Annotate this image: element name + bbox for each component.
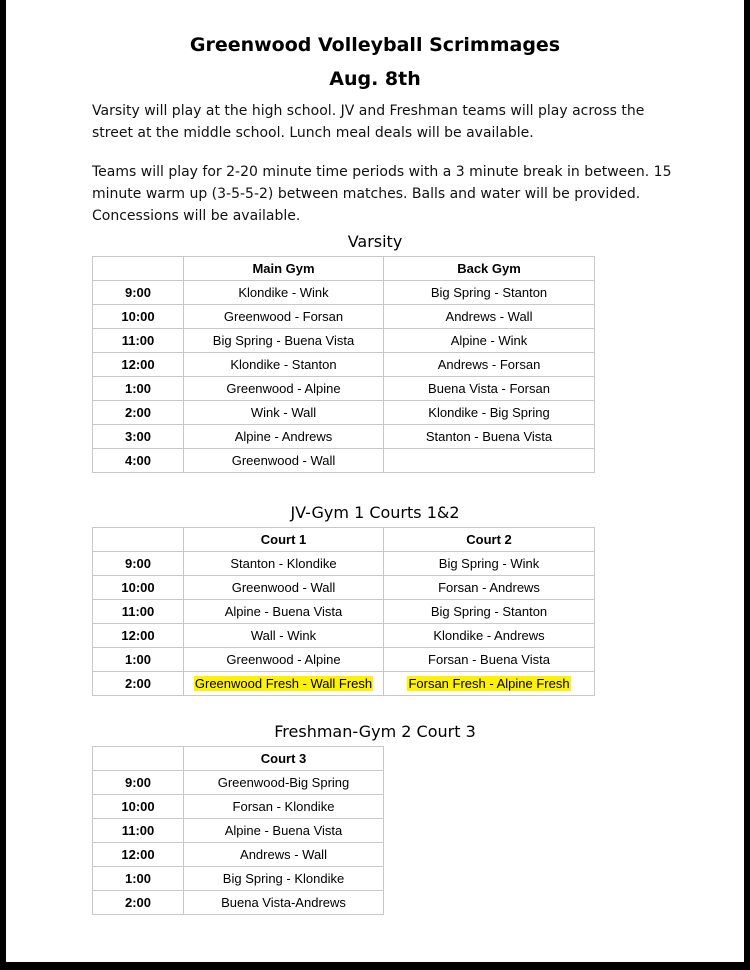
match-cell: Greenwood - Forsan <box>184 305 384 329</box>
table-row <box>93 576 595 600</box>
match-cell: Greenwood - Wall <box>184 449 384 473</box>
court-column-header: Court 3 <box>184 747 384 771</box>
table-header-row <box>93 257 595 281</box>
time-cell: 12:00 <box>93 843 184 867</box>
table-row <box>93 377 595 401</box>
time-cell: 1:00 <box>93 648 184 672</box>
match-cell: Big Spring - Stanton <box>384 600 595 624</box>
time-cell: 9:00 <box>93 771 184 795</box>
table-row <box>93 771 384 795</box>
rules-paragraph: Teams will play for 2-20 minute time periods with a 3 minute break in between. 15 minute warm up (3-5-5-2) between matches. Balls and water will be provided. Concessions will be available. <box>92 164 672 224</box>
time-cell: 2:00 <box>93 672 184 696</box>
match-cell: Klondike - Big Spring <box>384 401 595 425</box>
time-cell: 11:00 <box>93 600 184 624</box>
match-cell: Greenwood - Alpine <box>184 648 384 672</box>
highlighted-match: Forsan Fresh - Alpine Fresh <box>408 676 570 691</box>
match-cell: Greenwood-Big Spring <box>184 771 384 795</box>
time-cell: 11:00 <box>93 329 184 353</box>
jv-heading: JV-Gym 1 Courts 1&2 <box>290 503 460 522</box>
time-cell: 10:00 <box>93 576 184 600</box>
match-cell <box>384 672 595 696</box>
match-cell: Greenwood - Alpine <box>184 377 384 401</box>
table-row <box>93 425 595 449</box>
match-cell: Big Spring - Klondike <box>184 867 384 891</box>
court-column-header: Main Gym <box>184 257 384 281</box>
time-column-header <box>93 528 184 552</box>
varsity-heading: Varsity <box>347 232 403 251</box>
match-cell: Wall - Wink <box>184 624 384 648</box>
time-cell: 1:00 <box>93 867 184 891</box>
time-cell: 11:00 <box>93 819 184 843</box>
match-cell: Alpine - Wink <box>384 329 595 353</box>
match-cell: Alpine - Buena Vista <box>184 819 384 843</box>
court-column-header: Court 2 <box>384 528 595 552</box>
time-cell: 2:00 <box>93 401 184 425</box>
time-cell: 12:00 <box>93 353 184 377</box>
match-cell: Andrews - Wall <box>184 843 384 867</box>
freshman-schedule-table <box>92 746 384 915</box>
time-column-header <box>93 257 184 281</box>
table-row <box>93 449 595 473</box>
table-header-row <box>93 747 384 771</box>
highlighted-match: Greenwood Fresh - Wall Fresh <box>194 676 373 691</box>
time-column-header <box>93 747 184 771</box>
table-row <box>93 353 595 377</box>
time-cell: 10:00 <box>93 305 184 329</box>
table-row <box>93 624 595 648</box>
time-cell: 4:00 <box>93 449 184 473</box>
table-row <box>93 819 384 843</box>
table-row <box>93 648 595 672</box>
jv-schedule-table <box>92 527 595 696</box>
match-cell: Andrews - Forsan <box>384 353 595 377</box>
match-cell: Big Spring - Stanton <box>384 281 595 305</box>
match-cell: Forsan - Buena Vista <box>384 648 595 672</box>
time-cell: 3:00 <box>93 425 184 449</box>
varsity-schedule-table <box>92 256 595 473</box>
match-cell: Greenwood - Wall <box>184 576 384 600</box>
table-row <box>93 401 595 425</box>
match-cell: Buena Vista - Forsan <box>384 377 595 401</box>
match-cell: Klondike - Wink <box>184 281 384 305</box>
match-cell: Buena Vista-Andrews <box>184 891 384 915</box>
freshman-heading: Freshman-Gym 2 Court 3 <box>274 722 476 741</box>
time-cell: 12:00 <box>93 624 184 648</box>
match-cell: Forsan - Klondike <box>184 795 384 819</box>
match-cell: Stanton - Buena Vista <box>384 425 595 449</box>
document-date: Aug. 8th <box>329 68 421 90</box>
match-cell: Wink - Wall <box>184 401 384 425</box>
table-row <box>93 672 595 696</box>
table-row <box>93 891 384 915</box>
match-cell <box>184 672 384 696</box>
court-column-header: Back Gym <box>384 257 595 281</box>
table-row <box>93 843 384 867</box>
table-row <box>93 329 595 353</box>
table-row <box>93 305 595 329</box>
match-cell: Stanton - Klondike <box>184 552 384 576</box>
time-cell: 9:00 <box>93 281 184 305</box>
match-cell <box>384 449 595 473</box>
document-title: Greenwood Volleyball Scrimmages <box>189 34 561 56</box>
match-cell: Klondike - Andrews <box>384 624 595 648</box>
match-cell: Alpine - Buena Vista <box>184 600 384 624</box>
court-column-header: Court 1 <box>184 528 384 552</box>
table-row <box>93 795 384 819</box>
time-cell: 1:00 <box>93 377 184 401</box>
table-row <box>93 281 595 305</box>
match-cell: Alpine - Andrews <box>184 425 384 449</box>
match-cell: Big Spring - Buena Vista <box>184 329 384 353</box>
match-cell: Andrews - Wall <box>384 305 595 329</box>
time-cell: 10:00 <box>93 795 184 819</box>
intro-paragraph: Varsity will play at the high school. JV and Freshman teams will play across the street at the middle school. Lunch meal deals will be available. <box>92 103 645 141</box>
table-header-row <box>93 528 595 552</box>
table-row <box>93 552 595 576</box>
match-cell: Forsan - Andrews <box>384 576 595 600</box>
time-cell: 9:00 <box>93 552 184 576</box>
time-cell: 2:00 <box>93 891 184 915</box>
table-row <box>93 867 384 891</box>
match-cell: Klondike - Stanton <box>184 353 384 377</box>
table-row <box>93 600 595 624</box>
match-cell: Big Spring - Wink <box>384 552 595 576</box>
